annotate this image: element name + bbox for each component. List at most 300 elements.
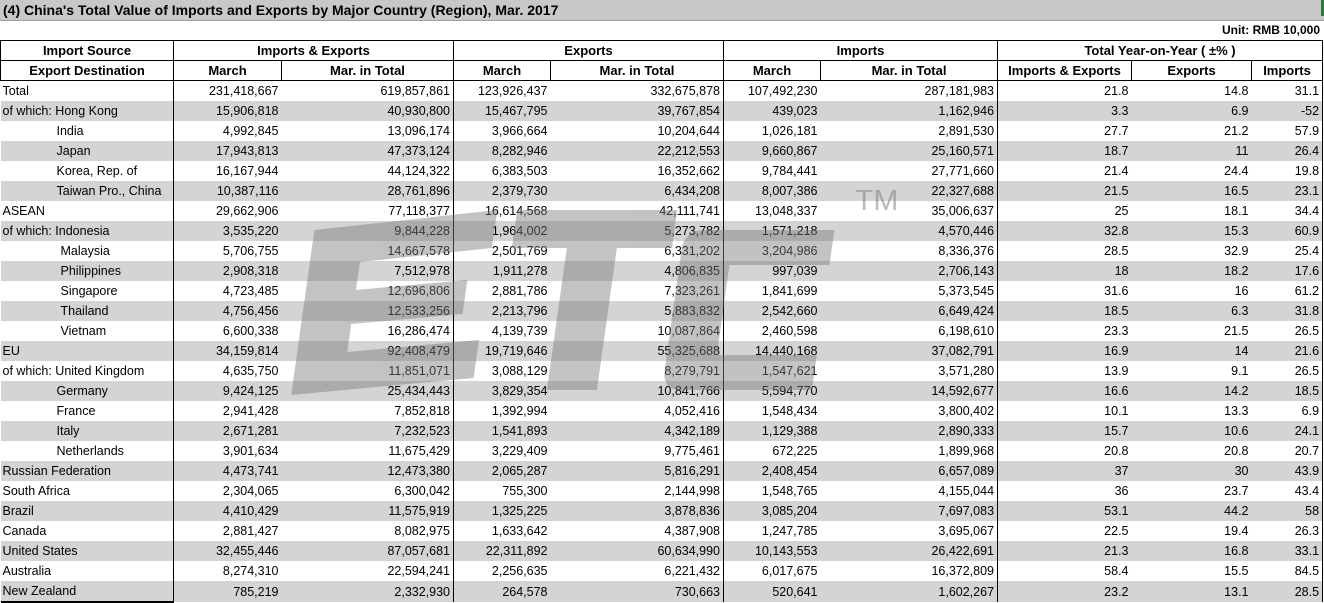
- cell-ie-march: 4,992,845: [222, 124, 279, 138]
- cell-yoy-imports: 31.8: [1252, 301, 1323, 321]
- cell-yoy-exports: 30: [1132, 461, 1252, 481]
- row-label: Singapore: [1, 281, 174, 301]
- cell-ie-mar-total: 77,118,377: [282, 201, 454, 221]
- header-imports: Imports: [724, 41, 998, 61]
- cell-im-mar-total: 37,082,791: [821, 341, 998, 361]
- cell-im-march: 997,039: [724, 261, 821, 281]
- cell-ie-mar-total: 14,667,578: [282, 241, 454, 261]
- cell-im-march: 2,408,454: [724, 461, 821, 481]
- cell-yoy-imports: 84.5: [1252, 561, 1323, 581]
- cell-yoy-exports: 6.3: [1132, 301, 1252, 321]
- cell-yoy-imports: 33.1: [1252, 541, 1323, 561]
- table-row: [1, 281, 1323, 301]
- table-row: [1, 521, 1323, 541]
- row-label: Italy: [1, 421, 174, 441]
- cell-ie-march: 29,662,906: [215, 204, 279, 218]
- cell-yoy-imports: 43.4: [1252, 481, 1323, 501]
- cell-yoy-imports: 17.6: [1252, 261, 1323, 281]
- row-label: Australia: [1, 561, 174, 581]
- cell-ie-march: 9,424,125: [174, 381, 282, 401]
- row-label: of which: United Kingdom: [1, 361, 174, 381]
- cell-im-march: 14,440,168: [724, 341, 821, 361]
- cell-im-march: 1,571,218: [724, 221, 821, 241]
- cell-ex-mar-total: 7,323,261: [551, 281, 724, 301]
- cell-im-mar-total: 26,422,691: [821, 541, 998, 561]
- header-ie-mar-total: Mar. in Total: [282, 61, 454, 81]
- cell-ex-mar-total: 4,052,416: [551, 401, 724, 421]
- cell-yoy-exports: 18.2: [1132, 261, 1252, 281]
- cell-yoy-exports: 16: [1234, 284, 1249, 298]
- cell-ie-mar-total: 87,057,681: [282, 541, 454, 561]
- row-label: of which: Hong Kong: [1, 101, 174, 121]
- cell-ex-mar-total: 4,387,908: [551, 521, 724, 541]
- row-label: Philippines: [1, 261, 174, 281]
- cell-ex-mar-total: 8,279,791: [551, 361, 724, 381]
- table-row: [1, 561, 1323, 581]
- cell-yoy-imports: 31.1: [1252, 81, 1323, 102]
- row-label: Germany: [1, 381, 174, 401]
- header-ex-mar-total: Mar. in Total: [551, 61, 724, 81]
- row-label: Japan: [1, 141, 174, 161]
- cell-ie-march: 2,941,428: [222, 404, 279, 418]
- table-row: [1, 501, 1323, 521]
- cell-yoy-imports-exports: 32.8: [998, 221, 1132, 241]
- cell-im-march: 2,460,598: [761, 324, 818, 338]
- cell-yoy-exports: 32.9: [1224, 244, 1249, 258]
- cell-im-march: 5,594,770: [724, 381, 821, 401]
- cell-im-mar-total: 6,649,424: [821, 301, 998, 321]
- cell-im-march: 6,017,675: [761, 564, 818, 578]
- row-label: Thailand: [1, 301, 174, 321]
- table-row: [1, 81, 1323, 102]
- table-row: [1, 201, 1323, 221]
- cell-yoy-imports-exports: 37: [998, 461, 1132, 481]
- cell-yoy-exports: 14: [1132, 341, 1252, 361]
- header-im-mar-total: Mar. in Total: [821, 61, 998, 81]
- cell-ex-march: 6,383,503: [491, 164, 548, 178]
- cell-ie-mar-total: 2,332,930: [282, 581, 454, 602]
- cell-ex-mar-total: 22,212,553: [551, 141, 724, 161]
- cell-yoy-imports: 26.4: [1252, 141, 1323, 161]
- cell-ie-march: 2,671,281: [174, 421, 282, 441]
- cell-yoy-exports: 16.5: [1132, 181, 1252, 201]
- cell-im-mar-total: 3,571,280: [821, 361, 998, 381]
- cell-ie-mar-total: 7,232,523: [282, 421, 454, 441]
- cell-ex-mar-total: 5,883,832: [551, 301, 724, 321]
- cell-ie-march: 4,410,429: [174, 501, 282, 521]
- cell-yoy-imports: 6.9: [1252, 401, 1323, 421]
- cell-im-mar-total: 4,570,446: [821, 221, 998, 241]
- table-header: [1, 41, 1323, 81]
- table-row: [1, 141, 1323, 161]
- cell-im-mar-total: 3,800,402: [821, 401, 998, 421]
- cell-ie-march: 32,455,446: [174, 541, 282, 561]
- cell-im-mar-total: 2,706,143: [821, 261, 998, 281]
- cell-im-march: 13,048,337: [754, 204, 818, 218]
- table-body: [1, 81, 1323, 603]
- table-row: [1, 461, 1323, 481]
- cell-yoy-imports: 21.6: [1252, 341, 1323, 361]
- cell-im-mar-total: 25,160,571: [821, 141, 998, 161]
- cell-im-march: 3,085,204: [724, 501, 821, 521]
- cell-yoy-imports-exports: 20.8: [1104, 444, 1129, 458]
- cell-ex-march: 2,213,796: [454, 301, 551, 321]
- table-row: [1, 101, 1323, 121]
- cell-im-march: 8,007,386: [724, 181, 821, 201]
- cell-ex-march: 2,256,635: [491, 564, 548, 578]
- cell-ie-march: 2,881,427: [222, 524, 279, 538]
- cell-yoy-imports: 24.1: [1252, 421, 1323, 441]
- unit-label: Unit: RMB 10,000: [1221, 23, 1320, 37]
- cell-yoy-imports-exports: 10.1: [1104, 404, 1129, 418]
- cell-yoy-imports: 58: [1252, 501, 1323, 521]
- cell-ie-march: 4,756,456: [174, 301, 282, 321]
- cell-im-mar-total: 2,890,333: [821, 421, 998, 441]
- cell-ex-mar-total: 3,878,836: [551, 501, 724, 521]
- cell-ie-mar-total: 11,575,919: [282, 501, 454, 521]
- cell-im-march: 439,023: [724, 101, 821, 121]
- row-label: Netherlands: [1, 441, 174, 461]
- watermark-tm: TM: [855, 190, 899, 217]
- cell-yoy-imports: 34.4: [1252, 201, 1323, 221]
- cell-ex-mar-total: 16,352,662: [551, 161, 724, 181]
- cell-yoy-exports: 15.5: [1224, 564, 1249, 578]
- cell-ex-march: 2,881,786: [491, 284, 548, 298]
- cell-yoy-imports: 20.7: [1252, 441, 1323, 461]
- cell-im-march: 1,548,434: [761, 404, 818, 418]
- cell-im-march: 1,548,765: [761, 484, 818, 498]
- cell-im-mar-total: 7,697,083: [821, 501, 998, 521]
- cell-yoy-imports-exports: 16.9: [998, 341, 1132, 361]
- cell-yoy-exports: 16.8: [1132, 541, 1252, 561]
- header-ex-march: March: [454, 61, 551, 81]
- cell-yoy-imports: 25.4: [1252, 241, 1323, 261]
- row-label: Malaysia: [1, 241, 174, 261]
- table-row: [1, 421, 1323, 441]
- row-label: India: [1, 121, 174, 141]
- cell-ie-march: 2,908,318: [174, 261, 282, 281]
- table-row: [1, 121, 1323, 141]
- cell-ie-march: 4,473,741: [174, 461, 282, 481]
- cell-yoy-exports: 11: [1132, 141, 1252, 161]
- cell-im-mar-total: 2,891,530: [821, 121, 998, 141]
- cell-ie-mar-total: 13,096,174: [282, 121, 454, 141]
- cell-yoy-imports-exports: 27.7: [1104, 124, 1129, 138]
- cell-yoy-imports-exports: 22.5: [1104, 524, 1129, 538]
- table-row: [1, 181, 1323, 201]
- cell-ex-mar-total: 332,675,878: [551, 81, 724, 102]
- cell-yoy-imports-exports: 18: [998, 261, 1132, 281]
- cell-yoy-imports-exports: 13.9: [1104, 364, 1129, 378]
- cell-yoy-exports: 10.6: [1132, 421, 1252, 441]
- cell-ex-march: 2,501,769: [491, 244, 548, 258]
- cell-yoy-imports-exports: 18.7: [998, 141, 1132, 161]
- cell-ie-march: 16,167,944: [215, 164, 279, 178]
- cell-ie-march: 2,304,065: [222, 484, 279, 498]
- cell-ex-march: 8,282,946: [454, 141, 551, 161]
- cell-ex-mar-total: 5,273,782: [551, 221, 724, 241]
- cell-ex-march: 2,065,287: [454, 461, 551, 481]
- cell-im-mar-total: 1,162,946: [821, 101, 998, 121]
- table-row: [1, 261, 1323, 281]
- row-label: Canada: [1, 521, 174, 541]
- cell-yoy-imports: -52: [1252, 101, 1323, 121]
- cell-ex-mar-total: 39,767,854: [551, 101, 724, 121]
- cell-ex-mar-total: 4,342,189: [551, 421, 724, 441]
- table-row: [1, 361, 1323, 381]
- cell-im-mar-total: 4,155,044: [821, 481, 998, 501]
- cell-yoy-exports: 13.3: [1224, 404, 1249, 418]
- cell-yoy-imports: 57.9: [1252, 121, 1323, 141]
- cell-yoy-imports-exports: 28.5: [1104, 244, 1129, 258]
- header-yoy: Total Year-on-Year ( ±% ): [998, 41, 1323, 61]
- cell-ie-march: 3,535,220: [174, 221, 282, 241]
- cell-yoy-imports: 61.2: [1252, 281, 1323, 301]
- sheet-title: (4) China's Total Value of Imports and Exports by Major Country (Region), Mar. 2017: [3, 2, 559, 18]
- row-label: EU: [1, 341, 174, 361]
- cell-im-mar-total: 22,327,688: [821, 181, 998, 201]
- cell-ex-march: 1,964,002: [454, 221, 551, 241]
- table-row: [1, 321, 1323, 341]
- header-yoy-imports: Imports: [1252, 61, 1323, 81]
- table-row: [1, 241, 1323, 261]
- cell-ex-mar-total: 42,111,741: [551, 201, 724, 221]
- cell-ex-march: 755,300: [502, 484, 548, 498]
- cell-ie-march: 10,387,116: [174, 181, 282, 201]
- cell-ex-march: 16,614,568: [484, 204, 548, 218]
- cell-yoy-imports-exports: 31.6: [1104, 284, 1129, 298]
- cell-ie-march: 231,418,667: [208, 84, 279, 98]
- cell-ex-mar-total: 60,634,990: [551, 541, 724, 561]
- cell-ie-mar-total: 7,512,978: [282, 261, 454, 281]
- header-im-march: March: [724, 61, 821, 81]
- table-row: [1, 221, 1323, 241]
- row-label: South Africa: [1, 481, 174, 501]
- cell-yoy-imports-exports: 36: [1114, 484, 1129, 498]
- cell-ie-mar-total: 8,082,975: [282, 521, 454, 541]
- cell-yoy-imports-exports: 23.3: [1104, 324, 1129, 338]
- cell-ex-mar-total: 10,204,644: [551, 121, 724, 141]
- cell-ie-mar-total: 92,408,479: [282, 341, 454, 361]
- cell-ex-march: 19,719,646: [454, 341, 551, 361]
- cell-im-mar-total: 287,181,983: [821, 81, 998, 102]
- cell-yoy-imports: 18.5: [1252, 381, 1323, 401]
- cell-ex-march: 3,966,664: [491, 124, 548, 138]
- cell-ie-march: 4,635,750: [222, 364, 279, 378]
- cell-ie-mar-total: 12,533,256: [282, 301, 454, 321]
- cell-im-march: 10,143,553: [724, 541, 821, 561]
- cell-im-march: 3,204,986: [761, 244, 818, 258]
- header-import-source: Import Source: [1, 41, 174, 61]
- cell-ex-march: 3,088,129: [491, 364, 548, 378]
- row-label: Taiwan Pro., China: [1, 181, 174, 201]
- cell-ex-mar-total: 4,806,835: [551, 261, 724, 281]
- cell-yoy-imports: 26.3: [1252, 521, 1323, 541]
- row-label: Total: [1, 81, 174, 102]
- cell-ex-mar-total: 55,325,688: [551, 341, 724, 361]
- table-row: [1, 341, 1323, 361]
- cell-yoy-exports: 20.8: [1224, 444, 1249, 458]
- cell-yoy-exports: 15.3: [1132, 221, 1252, 241]
- trade-table: [0, 40, 1323, 603]
- cell-yoy-imports-exports: 16.6: [998, 381, 1132, 401]
- cell-yoy-exports: 18.1: [1224, 204, 1249, 218]
- cell-ex-march: 1,911,278: [454, 261, 551, 281]
- table-row: [1, 381, 1323, 401]
- cell-yoy-exports: 44.2: [1132, 501, 1252, 521]
- cell-ex-march: 2,379,730: [454, 181, 551, 201]
- cell-yoy-imports-exports: 53.1: [998, 501, 1132, 521]
- cell-im-march: 1,129,388: [724, 421, 821, 441]
- cell-yoy-imports-exports: 25: [1114, 204, 1129, 218]
- cell-ie-march: 4,723,485: [222, 284, 279, 298]
- cell-ex-march: 3,829,354: [454, 381, 551, 401]
- cell-yoy-exports: 14.2: [1132, 381, 1252, 401]
- cell-im-march: 9,784,441: [761, 164, 818, 178]
- cell-im-mar-total: 5,373,545: [821, 281, 998, 301]
- cell-ex-march: 1,633,642: [491, 524, 548, 538]
- table-row: [1, 161, 1323, 181]
- cell-ie-march: 6,600,338: [222, 324, 279, 338]
- row-label: Russian Federation: [1, 461, 174, 481]
- row-label: United States: [1, 541, 174, 561]
- cell-im-mar-total: 6,198,610: [821, 321, 998, 341]
- cell-yoy-imports-exports: 18.5: [998, 301, 1132, 321]
- cell-ie-march: 34,159,814: [174, 341, 282, 361]
- cell-ie-mar-total: 25,434,443: [282, 381, 454, 401]
- cell-yoy-imports: 60.9: [1252, 221, 1323, 241]
- cell-im-mar-total: 6,657,089: [821, 461, 998, 481]
- cell-yoy-imports-exports: 21.5: [998, 181, 1132, 201]
- cell-yoy-imports: 26.5: [1252, 321, 1323, 341]
- cell-ex-mar-total: 9,775,461: [551, 441, 724, 461]
- cell-im-mar-total: 27,771,660: [821, 161, 998, 181]
- cell-ie-march: 5,706,755: [222, 244, 279, 258]
- row-label: ASEAN: [1, 201, 174, 221]
- cell-ex-mar-total: 10,087,864: [551, 321, 724, 341]
- cell-yoy-imports: 19.8: [1252, 161, 1323, 181]
- cell-yoy-exports: 21.5: [1224, 324, 1249, 338]
- cell-ie-march: 785,219: [174, 581, 282, 602]
- cell-ie-mar-total: 6,300,042: [282, 481, 454, 501]
- row-label: Korea, Rep. of: [1, 161, 174, 181]
- cell-yoy-imports: 23.1: [1252, 181, 1323, 201]
- cell-im-march: 1,547,621: [761, 364, 818, 378]
- cell-ie-mar-total: 12,473,380: [282, 461, 454, 481]
- cell-ie-mar-total: 9,844,228: [282, 221, 454, 241]
- row-label: New Zealand: [1, 581, 174, 602]
- cell-im-mar-total: 1,899,968: [821, 441, 998, 461]
- header-imports-exports: Imports & Exports: [174, 41, 454, 61]
- cell-im-march: 107,492,230: [747, 84, 818, 98]
- cell-im-mar-total: 35,006,637: [821, 201, 998, 221]
- row-label: France: [1, 401, 174, 421]
- cell-ex-mar-total: 6,434,208: [551, 181, 724, 201]
- table-row: [1, 401, 1323, 421]
- cell-ie-mar-total: 12,696,806: [282, 281, 454, 301]
- table-row: [1, 541, 1323, 561]
- cell-ie-mar-total: 16,286,474: [282, 321, 454, 341]
- cell-ex-march: 264,578: [454, 581, 551, 602]
- cell-im-march: 1,841,699: [761, 284, 818, 298]
- cell-yoy-exports: 24.4: [1224, 164, 1249, 178]
- cell-im-mar-total: 1,602,267: [821, 581, 998, 602]
- header-export-destination: Export Destination: [1, 61, 174, 81]
- cell-yoy-imports: 28.5: [1252, 581, 1323, 602]
- cell-ie-march: 15,906,818: [174, 101, 282, 121]
- cell-im-mar-total: 16,372,809: [821, 561, 998, 581]
- cell-ex-march: 1,325,225: [454, 501, 551, 521]
- cell-ie-mar-total: 28,761,896: [282, 181, 454, 201]
- header-exports: Exports: [454, 41, 724, 61]
- cell-ex-mar-total: 5,816,291: [551, 461, 724, 481]
- table-row: [1, 581, 1323, 602]
- cell-im-mar-total: 3,695,067: [821, 521, 998, 541]
- cell-ie-mar-total: 7,852,818: [282, 401, 454, 421]
- cell-yoy-exports: 13.1: [1132, 581, 1252, 602]
- cell-ex-march: 22,311,892: [454, 541, 551, 561]
- header-yoy-imports-exports: Imports & Exports: [998, 61, 1132, 81]
- header-yoy-exports: Exports: [1132, 61, 1252, 81]
- row-label: of which: Indonesia: [1, 221, 174, 241]
- cell-yoy-imports-exports: 3.3: [998, 101, 1132, 121]
- cell-im-march: 1,026,181: [761, 124, 818, 138]
- cell-ex-mar-total: 10,841,766: [551, 381, 724, 401]
- cell-ex-march: 1,392,994: [491, 404, 548, 418]
- cell-ex-mar-total: 6,221,432: [551, 561, 724, 581]
- cell-ie-mar-total: 47,373,124: [282, 141, 454, 161]
- cell-ie-march: 8,274,310: [222, 564, 279, 578]
- cell-im-march: 1,247,785: [761, 524, 818, 538]
- cell-ie-mar-total: 44,124,322: [282, 161, 454, 181]
- cell-yoy-exports: 6.9: [1132, 101, 1252, 121]
- cell-yoy-exports: 19.4: [1224, 524, 1249, 538]
- cell-ex-march: 3,229,409: [491, 444, 548, 458]
- cell-ie-mar-total: 40,930,800: [282, 101, 454, 121]
- title-bar: [0, 0, 1324, 21]
- cell-yoy-imports-exports: 15.7: [998, 421, 1132, 441]
- cell-im-mar-total: 14,592,677: [821, 381, 998, 401]
- cell-im-march: 9,660,867: [724, 141, 821, 161]
- cell-im-march: 2,542,660: [724, 301, 821, 321]
- cell-im-mar-total: 8,336,376: [821, 241, 998, 261]
- cell-ex-march: 4,139,739: [491, 324, 548, 338]
- cell-yoy-imports-exports: 23.2: [998, 581, 1132, 602]
- cell-ie-mar-total: 11,851,071: [282, 361, 454, 381]
- cell-ie-mar-total: 22,594,241: [282, 561, 454, 581]
- cell-ex-mar-total: 2,144,998: [551, 481, 724, 501]
- cell-im-march: 672,225: [772, 444, 818, 458]
- cell-yoy-exports: 9.1: [1231, 364, 1249, 378]
- cell-yoy-exports: 21.2: [1224, 124, 1249, 138]
- cell-ie-march: 3,901,634: [222, 444, 279, 458]
- table-row: [1, 481, 1323, 501]
- cell-yoy-imports-exports: 21.8: [1104, 84, 1129, 98]
- cell-ex-mar-total: 730,663: [551, 581, 724, 602]
- table-row: [1, 441, 1323, 461]
- cell-yoy-imports: 26.5: [1252, 361, 1323, 381]
- cell-yoy-imports-exports: 58.4: [1104, 564, 1129, 578]
- cell-ie-mar-total: 619,857,861: [282, 81, 454, 102]
- cell-yoy-imports-exports: 21.3: [998, 541, 1132, 561]
- cell-yoy-exports: 14.8: [1224, 84, 1249, 98]
- table-row: [1, 301, 1323, 321]
- cell-im-march: 520,641: [724, 581, 821, 602]
- cell-ex-march: 15,467,795: [454, 101, 551, 121]
- cell-yoy-imports: 43.9: [1252, 461, 1323, 481]
- cell-ie-mar-total: 11,675,429: [282, 441, 454, 461]
- cell-ie-march: 17,943,813: [174, 141, 282, 161]
